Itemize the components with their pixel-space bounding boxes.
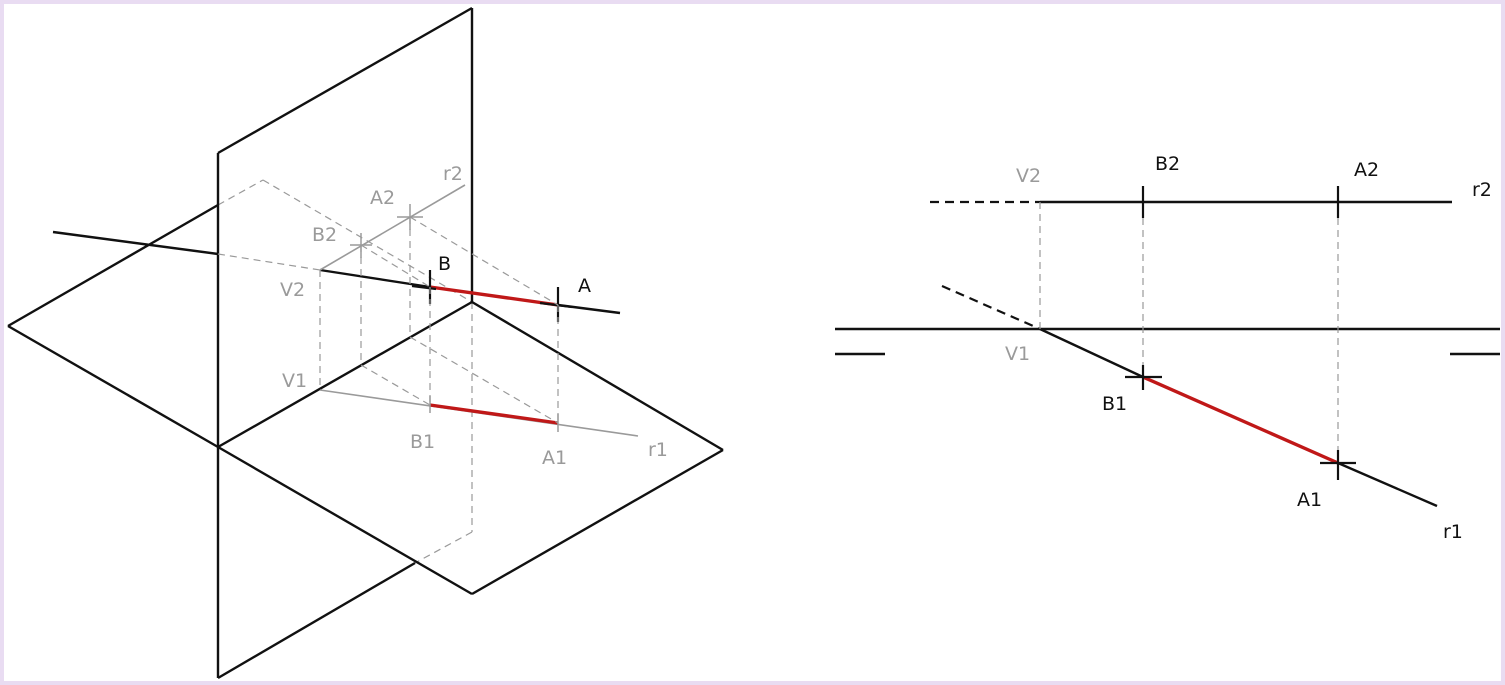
- drawing-canvas: [4, 4, 1501, 681]
- horizontal-plane-edge: [8, 205, 218, 326]
- label-V2: V2: [1016, 165, 1042, 187]
- label-B: B: [438, 253, 452, 275]
- horizontal-plane-edge: [218, 447, 472, 594]
- right-orthographic-view: [835, 153, 1500, 543]
- label-A1: A1: [542, 447, 568, 469]
- descriptive-geometry-figure: [4, 4, 1501, 681]
- projection-r1-hidden: [942, 286, 1040, 329]
- label-A: A: [578, 275, 591, 297]
- label-r1: r1: [1443, 521, 1463, 543]
- label-V2: V2: [280, 279, 306, 301]
- horizontal-plane-edge: [472, 450, 723, 594]
- horizontal-plane-edge: [472, 302, 723, 450]
- projection-r1: [1040, 329, 1143, 377]
- segment-A1B1: [1143, 377, 1338, 463]
- label-A1: A1: [1297, 489, 1323, 511]
- vertical-plane-edge: [218, 563, 415, 678]
- line-r-hidden: [218, 254, 320, 270]
- projection-r1-end: [1338, 463, 1437, 506]
- line-r-segment: [320, 270, 430, 287]
- label-r2: r2: [1472, 179, 1492, 201]
- label-B1: B1: [1102, 393, 1128, 415]
- segment-AB: [430, 287, 558, 305]
- link-A2-A: [410, 217, 558, 305]
- link-B-B1: [361, 365, 430, 405]
- segment-A1B1: [430, 405, 558, 423]
- vertical-plane-hidden-edge: [415, 532, 472, 563]
- link-A-A1: [410, 337, 558, 423]
- left-isometric-view: [8, 8, 723, 678]
- vertical-plane-edge: [218, 8, 472, 153]
- label-B1: B1: [410, 431, 436, 453]
- label-B2: B2: [312, 224, 338, 246]
- line-r-visible-left: [53, 232, 218, 254]
- horizontal-plane-hidden-edge: [218, 180, 263, 205]
- label-B2: B2: [1155, 153, 1181, 175]
- label-V1: V1: [1005, 343, 1031, 365]
- label-V1: V1: [282, 370, 308, 392]
- label-r2: r2: [443, 163, 463, 185]
- horizontal-plane-edge: [8, 326, 218, 447]
- label-A2: A2: [370, 187, 396, 209]
- label-r1: r1: [648, 439, 668, 461]
- ground-line: [218, 302, 472, 447]
- label-A2: A2: [1354, 159, 1380, 181]
